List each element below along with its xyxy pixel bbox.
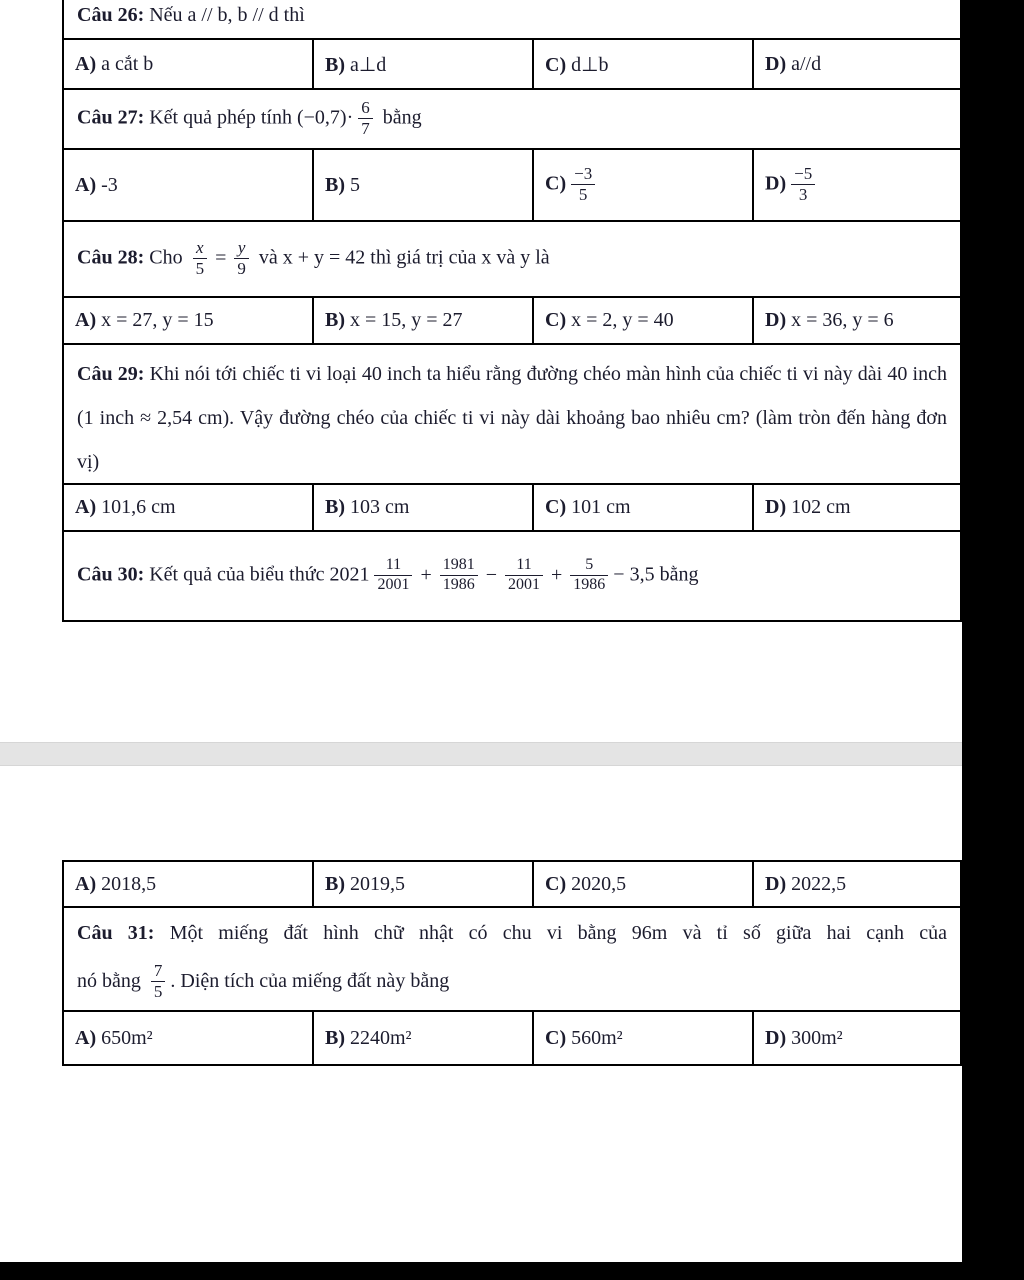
answer-text: 101,6 cm [96, 496, 176, 518]
answer-text: 103 cm [345, 496, 410, 518]
quiz-table-page2 [62, 860, 962, 1066]
answer-29-b [312, 485, 532, 530]
question-28-row [64, 222, 960, 298]
answer-label: D) [765, 1026, 787, 1049]
fraction [791, 164, 815, 204]
question-30-text: Kết quả của biểu thức [144, 563, 330, 586]
question-31-text: Một miếng đất hình chữ nhật có chu vi bằng 96m và tỉ số giữa hai cạnh của [154, 922, 947, 944]
equals-sign: = [215, 246, 227, 269]
answer-content [545, 165, 600, 205]
answer-text: 102 cm [786, 496, 851, 518]
answer-content [765, 53, 821, 76]
fraction-denominator: 9 [237, 258, 246, 278]
right-black-bar [962, 0, 1024, 1280]
minus-operator: − [485, 563, 498, 586]
fraction [374, 556, 412, 594]
answer-text: -3 [96, 173, 118, 196]
answer-31-a [64, 1012, 312, 1064]
question-30-text-after: bằng [654, 563, 699, 586]
answer-label: C) [545, 1026, 567, 1049]
answers-28-row [64, 298, 960, 345]
page-separator-band [0, 742, 1024, 766]
bottom-black-bar [0, 1262, 1024, 1280]
answer-text: 2240m² [345, 1026, 412, 1049]
question-31-number: Câu 31: [77, 922, 155, 944]
answer-content [765, 309, 894, 332]
coefficient: 2021 [329, 563, 370, 586]
question-27-text-after: bằng [377, 106, 422, 129]
answer-content [75, 53, 153, 76]
fraction-numerator: 11 [374, 556, 412, 575]
question-26-number: Câu 26: [77, 4, 145, 26]
answers-26-row [64, 40, 960, 90]
answer-29-d [752, 485, 960, 530]
answer-label: C) [545, 872, 567, 895]
fraction-numerator: x [193, 238, 208, 259]
question-29-number: Câu 29: [77, 363, 145, 385]
question-27-text: Kết quả phép tính [144, 106, 297, 129]
answer-text: a//d [786, 52, 822, 75]
answer-label: D) [765, 872, 787, 895]
fraction-denominator: 2001 [508, 575, 541, 593]
answer-label: C) [545, 496, 567, 518]
question-29-paragraph [77, 350, 947, 484]
answer-label: B) [325, 309, 345, 331]
answer-content [325, 496, 409, 519]
fraction-numerator: 6 [358, 98, 373, 119]
fraction [440, 556, 478, 594]
answer-label: B) [325, 872, 345, 895]
question-28-text-after: và x + y = 42 thì giá trị của x và y là [253, 246, 550, 269]
answer-text: a cắt b [96, 52, 154, 75]
question-31-row [64, 908, 960, 1012]
question-27-row [64, 90, 960, 150]
question-26-paragraph [77, 4, 947, 27]
answer-label: A) [75, 173, 97, 196]
fraction-numerator: 11 [505, 556, 543, 575]
answer-label: A) [75, 872, 97, 895]
answer-text: 5 [345, 173, 360, 196]
answer-text: d⊥b [566, 53, 609, 76]
answer-30-c [532, 862, 752, 906]
answer-28-d [752, 298, 960, 343]
quiz-table-page1 [62, 0, 962, 622]
answer-31-b [312, 1012, 532, 1064]
fraction-numerator: 1981 [440, 556, 478, 575]
answer-content [75, 873, 156, 896]
answer-28-c [532, 298, 752, 343]
answer-text: x = 27, y = 15 [96, 309, 214, 331]
fraction [151, 961, 166, 1001]
answer-content [765, 873, 846, 896]
fraction-numerator: −3 [571, 164, 595, 185]
question-29-text: Khi nói tới chiếc ti vi loại 40 inch ta hiểu rằng đường chéo màn hình của chiếc ti vi này dài 40 inch (1 inch ≈ 2,54 cm). Vậy đường chéo của chiếc ti vi này dài khoảng bao nhiêu cm? (làm tròn đến hàng đơn vị) [77, 363, 947, 473]
answer-text: 2022,5 [786, 872, 847, 895]
answer-label: C) [545, 53, 567, 76]
answer-content [325, 174, 360, 197]
question-30-row [64, 532, 960, 620]
answer-content [75, 174, 118, 197]
fraction-denominator: 1986 [442, 575, 475, 593]
answer-text: x = 2, y = 40 [566, 309, 674, 331]
answer-28-b [312, 298, 532, 343]
answer-text: a⊥d [345, 53, 387, 76]
question-28-number: Câu 28: [77, 246, 145, 269]
answer-26-b [312, 40, 532, 88]
answer-content [545, 1027, 623, 1050]
answer-content [325, 873, 405, 896]
plus-operator: + [420, 563, 432, 586]
answer-content [545, 873, 626, 896]
answer-label: A) [75, 1026, 97, 1049]
answer-content [325, 52, 386, 77]
answer-text: 101 cm [566, 496, 631, 518]
answers-29-row [64, 485, 960, 532]
answer-content [765, 1027, 843, 1050]
fraction [358, 98, 373, 138]
answer-27-d [752, 150, 960, 220]
answer-28-a [64, 298, 312, 343]
answer-content [325, 1027, 412, 1050]
answer-30-b [312, 862, 532, 906]
question-31-line1 [77, 913, 947, 953]
fraction-denominator: 7 [361, 118, 370, 138]
fraction-numerator: y [234, 238, 249, 259]
answer-content [75, 1027, 153, 1050]
answer-label: D) [765, 172, 787, 195]
answer-29-a [64, 485, 312, 530]
answer-content [75, 496, 176, 519]
answer-content [545, 52, 609, 77]
answer-content [545, 496, 631, 519]
answer-content [545, 309, 674, 332]
fraction-denominator: 5 [153, 981, 163, 1001]
fraction [505, 556, 543, 594]
answer-label: D) [765, 52, 787, 75]
answer-27-a [64, 150, 312, 220]
fraction [571, 164, 595, 204]
answer-26-a [64, 40, 312, 88]
answer-text: x = 36, y = 6 [786, 309, 894, 331]
answer-text: 560m² [566, 1026, 623, 1049]
fraction [234, 238, 249, 278]
answer-text: 2020,5 [566, 872, 627, 895]
question-27-paragraph [77, 99, 947, 139]
question-26-row [64, 0, 960, 40]
answer-label: B) [325, 1026, 345, 1049]
answer-26-d [752, 40, 960, 88]
answer-text: 2018,5 [96, 872, 157, 895]
answer-label: D) [765, 309, 787, 331]
answer-30-a [64, 862, 312, 906]
answer-27-b [312, 150, 532, 220]
question-28-paragraph [77, 239, 947, 279]
question-30-number: Câu 30: [77, 563, 145, 586]
fraction-numerator: −5 [791, 164, 815, 185]
fraction-numerator: 7 [151, 961, 166, 982]
fraction-denominator: 1986 [573, 575, 606, 593]
answer-label: C) [545, 309, 567, 331]
answer-label: B) [325, 173, 345, 196]
fraction-numerator: 5 [570, 556, 608, 575]
question-31-text3: . Diện tích của miếng đất này bằng [170, 970, 450, 992]
answer-label: A) [75, 309, 97, 331]
answer-27-c [532, 150, 752, 220]
answer-label: B) [325, 496, 345, 518]
answer-label: C) [545, 172, 567, 195]
answer-26-c [532, 40, 752, 88]
answer-text: 650m² [96, 1026, 153, 1049]
answer-content [765, 165, 820, 205]
answer-text: x = 15, y = 27 [345, 309, 463, 331]
fraction-denominator: 3 [798, 184, 808, 204]
question-27-number: Câu 27: [77, 106, 145, 129]
answer-label: D) [765, 496, 787, 518]
fraction [193, 238, 208, 278]
answer-content [325, 309, 463, 332]
answer-label: B) [325, 53, 345, 76]
answer-text: 2019,5 [345, 872, 405, 895]
question-31-text2: nó bằng [77, 970, 146, 992]
answers-27-row [64, 150, 960, 222]
fraction [570, 556, 608, 594]
answers-30-row [64, 862, 960, 908]
answer-content [75, 309, 214, 332]
question-26-text: Nếu a // b, b // d thì [144, 4, 305, 26]
answer-label: A) [75, 496, 97, 518]
answer-label: A) [75, 52, 97, 75]
question-29-row [64, 345, 960, 485]
expression-prefix: (−0,7)· [296, 106, 354, 129]
answer-content [765, 496, 851, 519]
question-28-text: Cho [144, 246, 188, 269]
answer-29-c [532, 485, 752, 530]
fraction-denominator: 2001 [377, 575, 410, 593]
answers-31-row [64, 1012, 960, 1064]
fraction-denominator: 5 [195, 258, 205, 278]
expression-tail: − 3,5 [613, 563, 655, 586]
answer-31-c [532, 1012, 752, 1064]
question-31-line2 [77, 953, 947, 1009]
plus-operator: + [551, 563, 563, 586]
question-30-paragraph [77, 557, 947, 595]
answer-30-d [752, 862, 960, 906]
fraction-denominator: 5 [578, 184, 588, 204]
answer-31-d [752, 1012, 960, 1064]
answer-text: 300m² [786, 1026, 843, 1049]
